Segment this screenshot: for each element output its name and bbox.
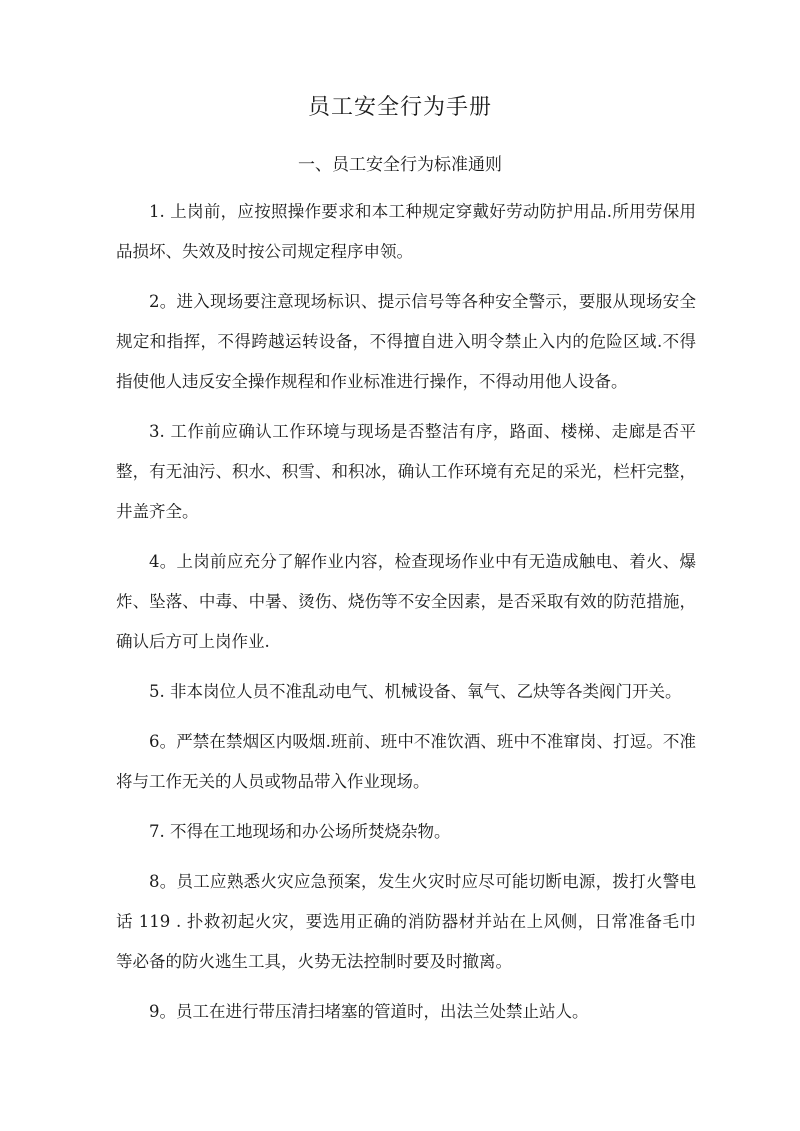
rule-paragraph-1: 1. 上岗前，应按照操作要求和本工种规定穿戴好劳动防护用品.所用劳保用品损坏、失效及时按公司规定程序申领。 [116,202,696,261]
rule-paragraph-6: 6。严禁在禁烟区内吸烟.班前、班中不准饮酒、班中不准窜岗、打逗。不准将与工作无关的人员或物品带入作业现场。 [116,732,696,791]
rule-paragraph-7: 7. 不得在工地现场和办公场所焚烧杂物。 [149,822,451,841]
rule-paragraph-3: 3. 工作前应确认工作环境与现场是否整洁有序，路面、楼梯、走廊是否平整，有无油污、积水、积雪、和积冰，确认工作环境有充足的采光，栏杆完整，井盖齐全。 [116,422,696,521]
rule-paragraph-4: 4。上岗前应充分了解作业内容，检查现场作业中有无造成触电、着火、爆炸、坠落、中毒、中暑、烫伤、烧伤等不安全因素，是否采取有效的防范措施，确认后方可上岗作业. [116,552,696,651]
section-heading: 一、员工安全行为标准通则 [298,155,502,175]
rule-paragraph-2: 2。进入现场要注意现场标识、提示信号等各种安全警示，要服从现场安全规定和指挥，不得跨越运转设备，不得擅自进入明令禁止入内的危险区域.不得指使他人违反安全操作规程和作业标准进行操作，不得动用他人设备。 [116,292,696,391]
rule-paragraph-5: 5. 非本岗位人员不准乱动电气、机械设备、氧气、乙炔等各类阀门开关。 [149,682,682,701]
document-body [116,192,696,1042]
rule-paragraph-8: 8。员工应熟悉火灾应急预案，发生火灾时应尽可能切断电源，拨打火警电话 119 . 扑救初起火灾，要选用正确的消防器材并站在上风侧，日常准备毛巾等必备的防火逃生工具，火势无法控制时要及时撤离。 [116,872,696,971]
document-title: 员工安全行为手册 [307,95,492,120]
rule-paragraph-9: 9。员工在进行带压清扫堵塞的管道时，出法兰处禁止站人。 [149,1002,589,1021]
